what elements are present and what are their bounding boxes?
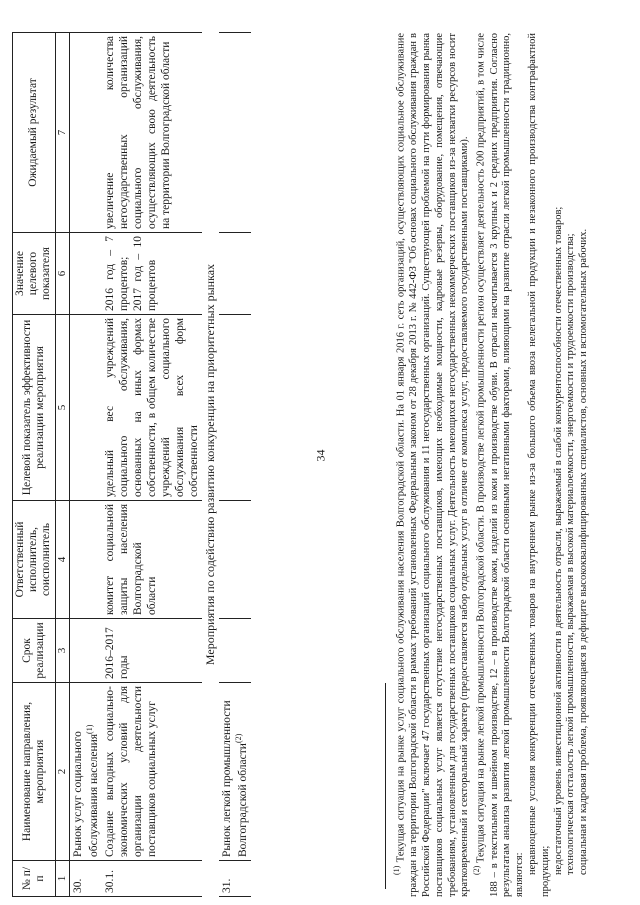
column-number: 4 [55, 501, 69, 619]
header-value: Значение целевого показателя [13, 233, 56, 315]
header-number: № п/п [13, 861, 56, 897]
footnote-2-item: технологическая отсталость легкой промышленности, выражаемая в высокой материалоемкости, энергоемкости и трудоемкости производства; [565, 233, 577, 875]
footnote-2 [472, 33, 527, 897]
column-number: 2 [55, 683, 69, 861]
row-indicator: удельный вес учреждений социального обслуживания, основанных на иных формах собственности, в общем количестве учреждений социального обслуживания всех форм собственности [102, 315, 202, 501]
column-number: 7 [55, 33, 69, 233]
table-row-30-1 [102, 33, 202, 897]
measures-table [12, 32, 251, 897]
row-values: 2016 год – 7 процентов; 2017 год – 10 процентов [102, 233, 202, 315]
section-row [202, 33, 219, 897]
footnote-ref: (2) [233, 733, 243, 744]
row-name-text: Рынок услуг социального обслуживания населения [72, 731, 100, 857]
footnote-1-text: Текущая ситуация на рынке услуг социального обслуживания населения Волгоградской области. На 01 января 2016 г. сеть организаций, осуществляющих социальное обслуживание граждан на территории Волгоградской области в рамках требований установленных Федеральным законом от 28 декабря 2013 г. № 442-ФЗ "Об основах социального обслуживания граждан в Российской Федерации" включает 47 государственных организаций социального обслуживания и 11 негосударственных организаций. Существующей проблемой на пути формирования рынка поставщиков социальных услуг является отсутствие негосударственных поставщиков, имеющих необходимые мощности, кадровые резервы, оборудование, помещения, отвечающие требованиям, установленным для государственных поставщиков социальных услуг. Деятельность имеющихся негосударственных некоммерческих поставщиков из-за нехватки ресурсов носит кратковременный и секторальный характер (предоставляется набор отдельных услуг в отличие от комплекса услуг, предоставляемого государственными поставщиками). [395, 32, 471, 897]
footnote-2-item: недостаточный уровень инвестиционной активности в деятельность отрасли, выражаемый в слабой конкурентоспособности отечественных товаров; [552, 206, 564, 875]
footnotes [392, 33, 591, 897]
column-number: 1 [55, 861, 69, 897]
column-number: 6 [55, 233, 69, 315]
row-number: 30. [70, 861, 102, 897]
footnote-ref: (1) [85, 724, 95, 734]
section-title: Мероприятия по содействию развитию конкуренции на приоритетных рынках [203, 263, 218, 666]
row-period: 2016–2017 годы [102, 619, 202, 683]
row-name [219, 683, 251, 861]
page-number: 34 [313, 449, 328, 462]
table-row-31 [219, 33, 251, 897]
header-result: Ожидаемый результат [13, 33, 56, 233]
footnote-2-text: Текущая ситуация на рынке легкой промышленности Волгоградской области. В производстве легкой промышленности регион осуществляет деятельность 200 предприятий, в том числе 188 – в текстильном и швейном производстве, 12 – в производстве кожи, изделий из кожи и производстве обуви. В отрасли насчитывается 3 крупных и 2 средних предприятия. Согласно результатам анализа развития легкой промышленности Волгоградской области основными негативными факторами, влияющими на развитие отрасли легкой промышленности традиционно, являются: [475, 32, 526, 897]
row-name: Создание выгодных социально-экономических условий для организации деятельности поставщиков социальных услуг [102, 683, 202, 861]
header-period: Срок реализации [13, 619, 56, 683]
header-executor: Ответственный исполнитель, соисполнитель [13, 501, 56, 619]
column-number: 5 [55, 315, 69, 501]
footnote-1 [392, 33, 472, 897]
row-number: 30.1. [102, 861, 202, 897]
column-number-row [55, 33, 69, 897]
row-name-text: Рынок легкой промышленности Волгоградской области [220, 700, 249, 857]
footnote-mark: (2) [472, 865, 482, 875]
footnote-separator [385, 683, 386, 889]
table-header-row [13, 33, 56, 897]
row-name [70, 683, 102, 861]
footnote-2-item: социальная и кадровая проблема, проявляющаяся в дефиците высококвалифицированных специалистов, основных и вспомогательных рабочих. [578, 228, 590, 875]
row-executor: комитет социальной защиты населения Волгоградской области [102, 501, 202, 619]
header-name: Наименование направления, мероприятия [13, 683, 56, 861]
footnote-mark: (1) [392, 865, 401, 875]
footnote-2-item: неравноценные условия конкуренции отечественных товаров на внутреннем рынке из-за большого объема ввоза нелегальной продукции и незаконного производства контрафактной продукции; [526, 33, 551, 897]
table-row-30 [70, 33, 102, 897]
column-number: 3 [55, 619, 69, 683]
row-result: увеличение количества негосударственных организаций социального обслуживания, осуществляющих свою деятельность на территории Волгоградской области [102, 33, 202, 233]
row-number: 31. [219, 861, 251, 897]
header-indicator: Целевой показатель эффективности реализации мероприятия [13, 315, 56, 501]
